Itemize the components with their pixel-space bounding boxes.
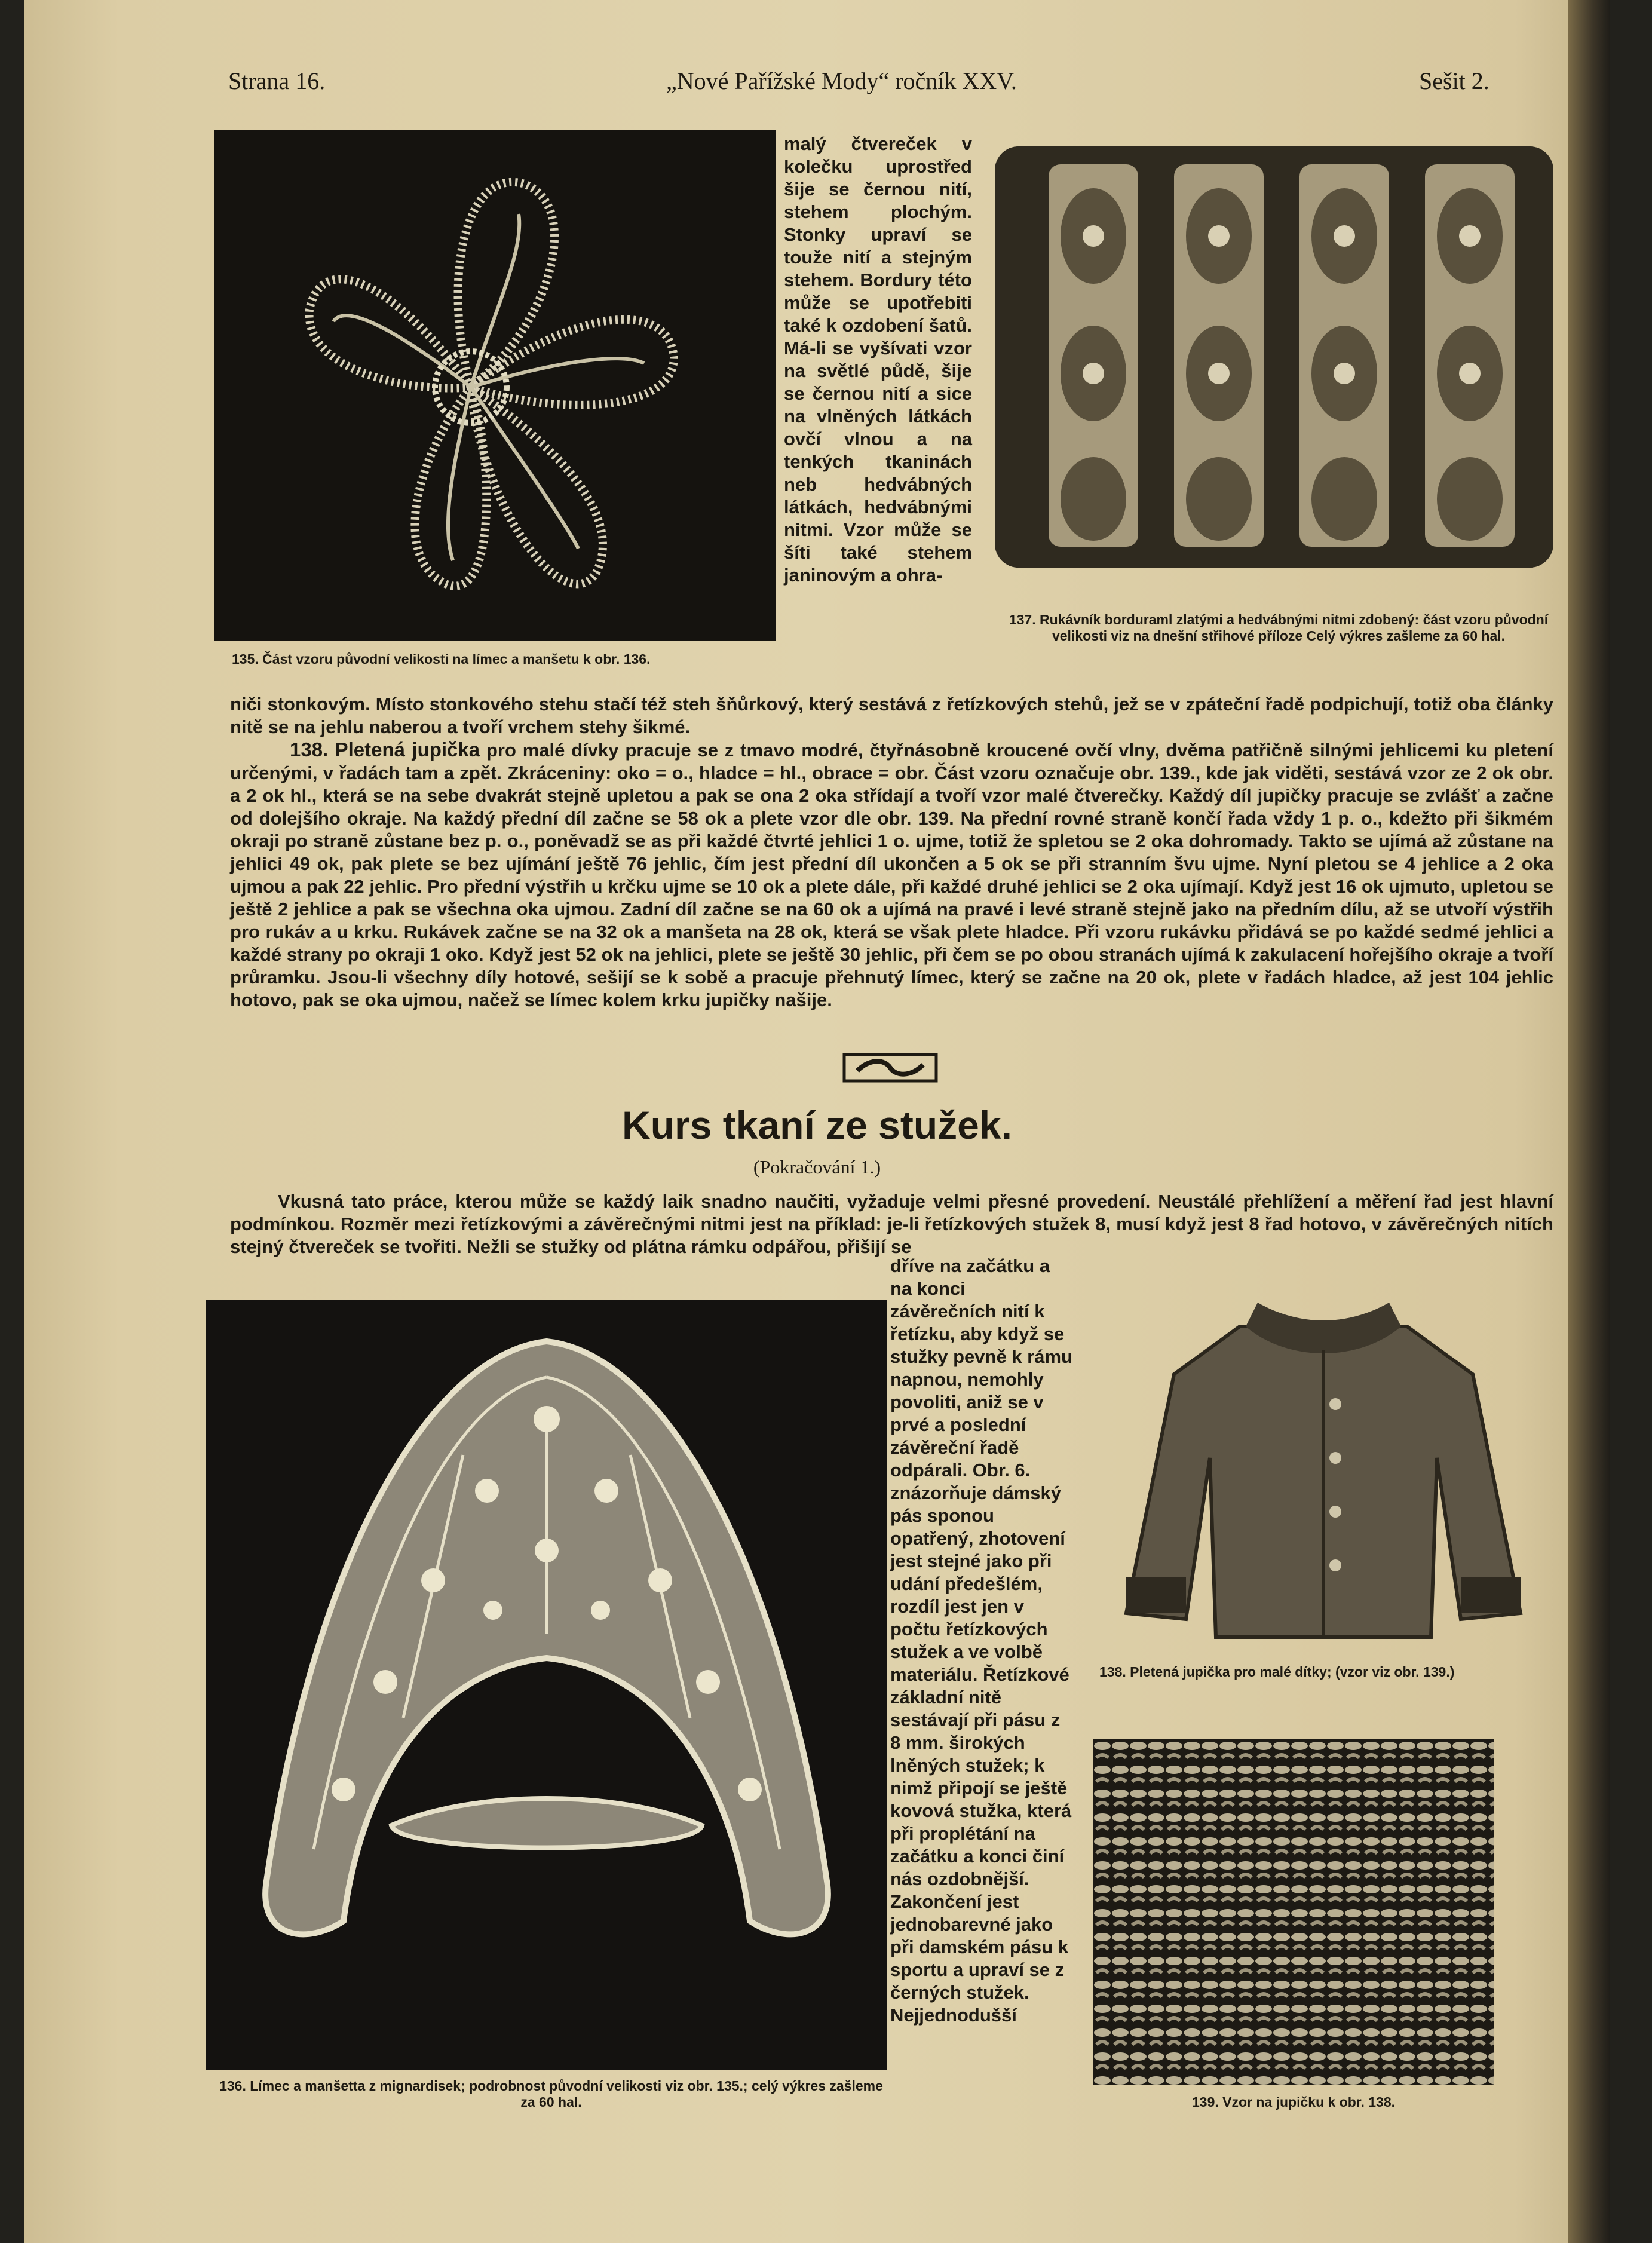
column-text-ribbon: dříve na začátku a na konci závěrečních nití k řetízku, aby když se stužky pevně k rámu napnou, nemohly povoliti, aniž se v prvé a poslední závěreční řadě odpárali. Obr. 6. znázorňuje dámský pás sponou opatřený, zhotovení jest stejné jako při udání předešlém, rozdíl jest jen v počtu řetízkových stužek a ve volbě materiálu. Řetízkové základní nitě sestávají při pásu z 8 mm. širokých lněných stužek; k nimž připojí se ještě kovová stužka, která při proplétání na začátku a konci činí nás ozdobnější. Zakončení jest jednobarevné jako při damském pásu k sportu a upraví se z černých stužek. Nejjednodušší [890,1255,1072,2026]
knit-swatch-illustration [1093,1739,1494,2085]
lace-bow-illustration [214,130,776,641]
figure-136-lace-collar [206,1300,887,2070]
page-number: Strana 16. [228,68,326,94]
paragraph-ribbon-weaving-intro: Vkusná tato práce, kterou může se každý laik snadno naučiti, vyžaduje velmi přesné provedení. Neustálé přehlížení a měření řad jest hlavní podmínkou. Rozměr mezi řetízkovými a závěrečnými nitmi jest na příklad: je-li řetízkových stužek 8, musí když jest 8 řad hotovo, v závěrečných nitích stejný čtvereček se tvořiti. Nežli se stužky od plátna rámku odpářou, přišijí se [230,1191,1553,1257]
caption-fig-137: 137. Rukávník borduraml zlatými a hedvábnými nitmi zdobený: část vzoru původní velikosti viz na dnešní střihové příloze Celý výkres zašleme za 60 hal. [1009,612,1549,644]
caption-fig-139: 139. Vzor na jupičku k obr. 138. [1191,2094,1396,2110]
section-title: Kurs tkaní ze stužek. [622,1103,1012,1147]
figure-138-knitted-jacket [1090,1279,1556,1655]
issue-number: Sešit 2. [1419,68,1489,94]
column-text-embroidery: malý čtvereček v kolečku uprostřed šije se černou nití, stehem plochým. Stonky upraví se touže nití a stejným stehem. Bordury této může se upotřebiti také k ozdobení šatů. Má-li se vyšívati vzor na světlé půdě, šije se černou nití a sice na vlněných látkách ovčí vlnou a na tenkých tkaninách neb hedvábných látkách, hedvábnými nitmi. Vzor může se šíti také stehem janinovým a ohra- [784,133,972,586]
jacket-illustration [1090,1279,1556,1655]
figure-137-muff [995,146,1553,568]
paragraph-stitch-continuation: niči stonkovým. Místo stonkového stehu stačí též steh šňůrkový, který sestává z řetízkových stehů, jež se v zpáteční řadě podpichují, totiž oba články nitě se na jehlu naberou a tvoří vrchem stehy šikmé. [230,694,1553,737]
paragraph-knitted-jacket-body: pro malé dívky pracuje se z tmavo modré, čtyřnásobně kroucené ovčí vlny, dvěma patřičně silnými jehlicemi ku pletení určenými, v řadách tam a zpět. Zkráceniny: oko = o., hladce = hl., obrace = obr. Část vzoru označuje obr. 139., kde jak viděti, sestává vzor ze 2 ok obr. a 2 ok hl., která se na sebe dvakrát stejně upletou a pak se ona 2 oka střídají a tvoří vzor malé čtverečky. Každý díl jupičky pracuje se zvlášť a začne od dolejšího okraje. Na každý přední díl začne se 58 ok a plete vzor dle obr. 139. Na přední rovné straně končí řada vždy 1 p. o., kdežto při šikmém okraji po straně zůstane bez p. o., poněvadž se as při každé čtvrté jehlici 1 o. ujme, totiž že spletou se 2 oka dohromady. Takto se ujímá až zůstane na jehlici 49 ok, pak plete se bez ujímání ještě 76 jehlic, čím jest přední díl ukončen a 5 ok se při stranním švu ujme. Nyní pletou se 4 jehlice a 2 oka ujmou a pak 22 jehlic. Pro přední výstřih u krčku ujme se 10 ok a plete dále, při každé druhé jehlici se 2 oka ujímají. Když jest 16 ok ujmuto, upletou se ještě 2 jehlice a pak se všechna oka ujmou. Zadní díl začne se na 60 ok a ujímá na pravé i levé straně stejně jako na předním dílu, až se utvoří výstřih pro rukáv a u krku. Rukávek začne se na 32 ok a manšeta na 28 ok, která se však plete hladce. Při vzoru rukávku přidává se po každé sedmé jehlici a každé strany po okraji 1 oko. Když jest 52 ok na jehlici, plete se ještě 30 jehlic, při čem se po obou stranách ujímá k zakulacení hořejšího okraje a tvoří průramku. Jsou-li všechny díly hotové, sešijí se k sobě a pracuje přehnutý límec, který se začne na 20 ok, plete v řadách hladce, až jest 104 jehlic hotovo, pak se oka ujmou, načež se límec kolem krku jupičky našije. [230,740,1553,1010]
caption-fig-138: 138. Pletená jupička pro malé dítky; (vzor viz obr. 139.) [1099,1664,1455,1680]
running-title: „Nové Pařížské Mody“ ročník XXV. [666,68,1017,94]
figure-135-lace-detail [214,130,776,641]
section-subtitle: (Pokračování 1.) [753,1156,881,1178]
figure-139-knit-pattern [1093,1739,1494,2085]
ornament-divider [842,1053,938,1083]
caption-fig-135: 135. Část vzoru původní velikosti na límec a manšetu k obr. 136. [232,651,651,667]
caption-fig-136: 136. Límec a manšetta z mignardisek; podrobnost původní velikosti viz obr. 135.; celý výkres zašleme za 60 hal. [219,2078,883,2110]
lace-collar-illustration [206,1300,887,2070]
muff-illustration [995,146,1553,568]
paragraph-knitted-jacket [230,739,1553,1012]
ornament-icon [842,1053,938,1083]
paragraph-knitted-jacket-title: 138. Pletená jupička [290,739,480,761]
magazine-page [24,0,1610,2243]
